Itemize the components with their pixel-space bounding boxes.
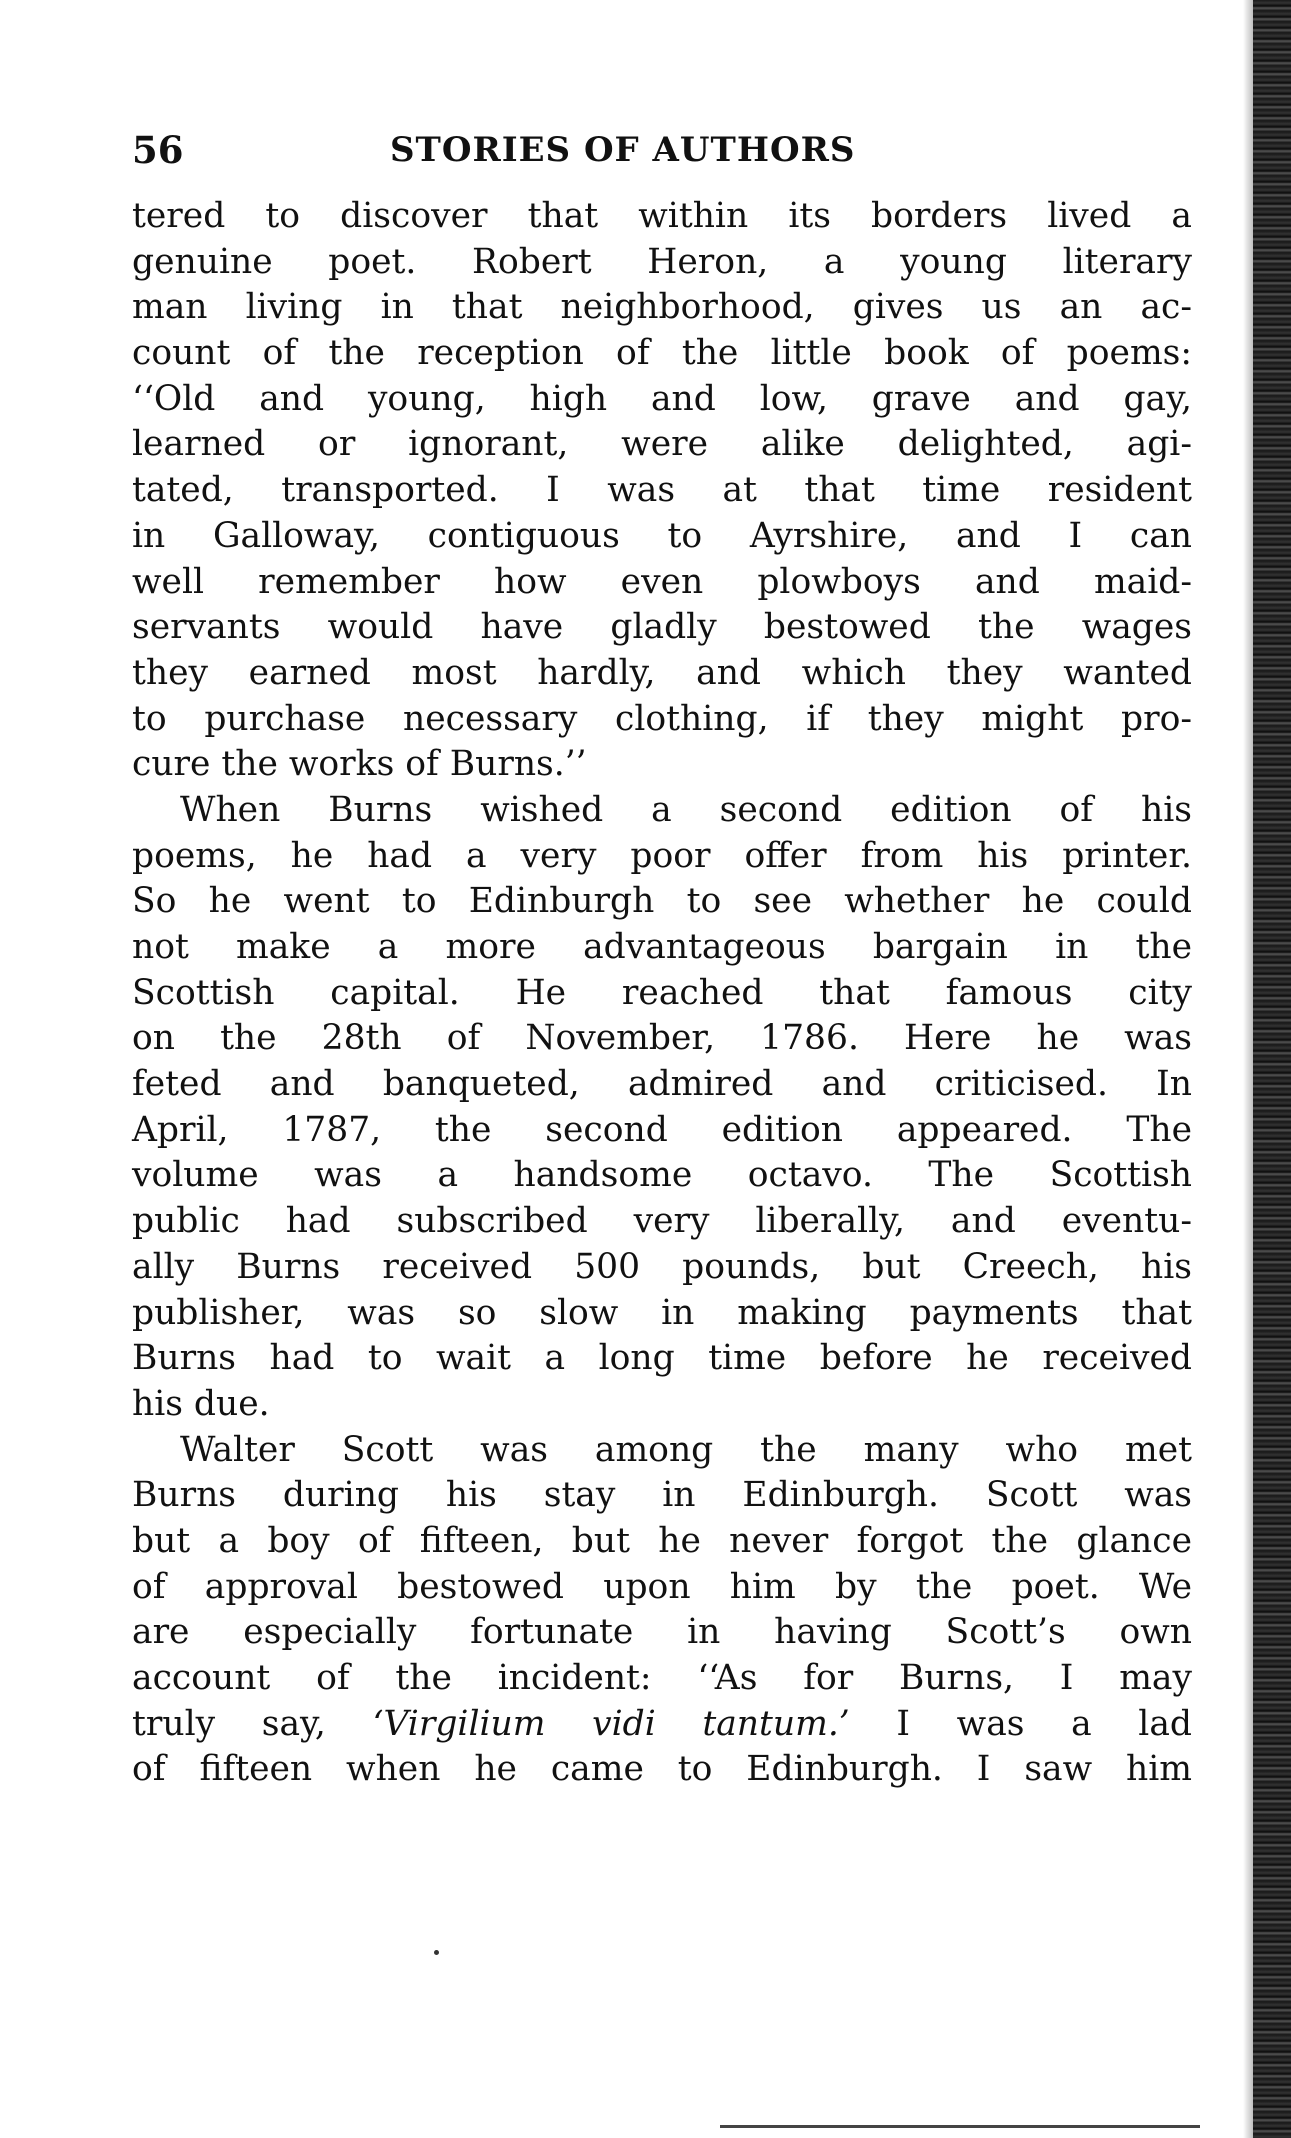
text-line: public had subscribed very liberally, and eventu- [132,1201,1192,1242]
text-line: Burns had to wait a long time before he received [132,1338,1192,1379]
text-line: ally Burns received 500 pounds, but Creech, his [132,1246,1192,1287]
text-line: cure the works of Burns.’’ [132,744,587,785]
text-line: genuine poet. Robert Heron, a young literary [132,241,1192,282]
page-header [132,122,1192,178]
text-segment: truly say, [132,1703,373,1744]
text-line: So he went to Edinburgh to see whether he could [132,881,1192,922]
text-line: count of the reception of the little book of poems: [132,333,1192,374]
text-line: on the 28th of November, 1786. Here he was [132,1018,1192,1059]
page-bottom-edge [720,2125,1200,2128]
text-line: ‘‘Old and young, high and low, grave and gay, [132,378,1192,419]
print-speck [434,1950,439,1955]
text-line: Scottish capital. He reached that famous city [132,972,1192,1013]
body-text [132,194,1192,1793]
text-line: of fifteen when he came to Edinburgh. I saw him [132,1749,1192,1790]
text-line: publisher, was so slow in making payments that [132,1292,1192,1333]
latin-quote: ‘Virgilium vidi tantum.’ [372,1703,850,1744]
text-line: they earned most hardly, and which they wanted [132,652,1192,693]
text-line: man living in that neighborhood, gives us an ac- [132,287,1192,328]
text-line: Walter Scott was among the many who met [180,1429,1192,1470]
paragraph-1 [132,194,1192,788]
text-line: When Burns wished a second edition of his [180,789,1192,830]
text-line: feted and banqueted, admired and criticised. In [132,1064,1192,1105]
text-line-with-italic [132,1702,1192,1748]
text-line: his due. [132,1383,270,1424]
text-line: well remember how even plowboys and maid- [132,561,1192,602]
paragraph-3 [132,1428,1192,1794]
running-title: STORIES OF AUTHORS [390,130,856,170]
text-line: account of the incident: ‘‘As for Burns, I may [132,1658,1192,1698]
page-number: 56 [132,128,184,172]
text-line: but a boy of fifteen, but he never forgot the glance [132,1520,1192,1561]
text-line: not make a more advantageous bargain in the [132,927,1192,967]
text-line: tered to discover that within its borders lived a [132,196,1192,236]
text-line: learned or ignorant, were alike delighted, agi- [132,424,1192,465]
text-line: of approval bestowed upon him by the poet. We [132,1566,1192,1607]
text-line: Burns during his stay in Edinburgh. Scott was [132,1475,1192,1516]
text-line: servants would have gladly bestowed the wages [132,607,1192,648]
page-edge-fade [1243,0,1253,2138]
page-edge-shadow [1253,0,1291,2138]
text-segment: I was a lad [849,1703,1192,1744]
text-line: April, 1787, the second edition appeared. The [132,1109,1192,1150]
text-line: are especially fortunate in having Scott’s own [132,1612,1192,1653]
text-line: in Galloway, contiguous to Ayrshire, and I can [132,515,1192,556]
paragraph-2 [132,788,1192,1428]
text-line: poems, he had a very poor offer from his printer. [132,835,1192,876]
text-line: tated, transported. I was at that time resident [132,470,1192,511]
text-line: volume was a handsome octavo. The Scottish [132,1155,1192,1196]
text-line: to purchase necessary clothing, if they might pro- [132,698,1192,739]
